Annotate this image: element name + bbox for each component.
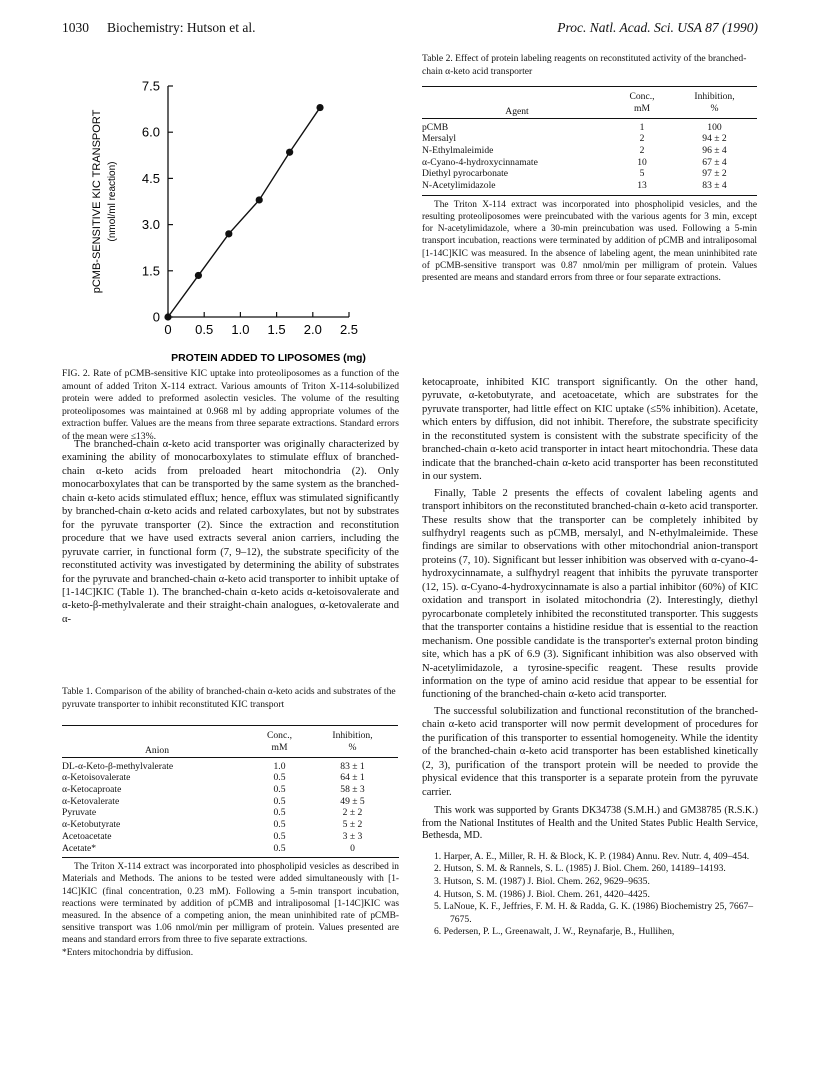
table2-cell-inhibition: 96 ± 4 [702,145,727,156]
y-tick-label: 1.5 [141,263,160,279]
table1-header-conc-unit: mM [271,741,288,753]
table2-grid [422,86,757,192]
table1-cell-name: α-Ketoisovalerate [62,772,131,784]
table2-cell-conc: 10 [637,156,647,168]
table1-row [62,772,398,784]
reference-item: 5. LaNoue, K. F., Jeffries, F. M. H. & Radda, G. K. (1986) Biochemistry 25, 7667–7675. [434,901,754,925]
table2-row [422,180,757,192]
table2-footnote: The Triton X-114 extract was incorporated into phospholipid vesicles, and the resulting proteoliposomes were preincubated with the various agents for 3 min, except for N-acetylimidazole, where a 30-min preincubation was used. Following a 5-min transport incubation, reactions were terminated by addition of pCMB and intraliposomal [1-14C]KIC was measured. In the absence of labeling agent, the mean uninhibited rate of pCMB-sensitive transport was 0.87 nmol/min per milligram of protein. Values presented are means and standard errors from three or four separate extractions. [422,199,757,284]
table2-cell-conc: 2 [639,145,645,156]
running-head-right: Proc. Natl. Acad. Sci. USA 87 (1990) [557,20,758,35]
y-axis-label: pCMB-SENSITIVE KIC TRANSPORT [91,109,103,294]
table1-cell-name: α-Ketocaproate [62,784,122,795]
table2-row [422,168,757,180]
table1-cell-name: Acetoacetate [62,830,112,842]
y-tick-label: 6.0 [141,124,160,140]
x-tick-label: 2.0 [303,322,322,337]
x-tick-label: 2.5 [339,322,359,337]
x-tick-label: 0 [164,322,172,337]
table1-cell-name: α-Ketobutyrate [62,819,121,831]
table2-row [422,118,757,133]
reference-item: 3. Hutson, S. M. (1987) J. Biol. Chem. 262, 9629–9635. [434,876,650,888]
table2-row [422,133,757,145]
table1-cell-inhibition: 2 ± 2 [342,807,363,819]
right-paragraph-2: Finally, Table 2 presents the effects of covalent labeling agents and transport inhibitors on the reconstituted branched-chain α-keto acid transporter. These results show that the transporter can be completely inhibited by sulfhydryl reagents such as pCMB, mersalyl, and N-ethylmaleimide. These findings are similar to observations with other mitochondrial anion-transport proteins (7, 10). Significant but lesser inhibition was observed with α-cyano-4-hydroxycinnamate, a sulfhydryl reagent that inhibits the pyruvate transporter (12, 15). α-Cyano-4-hydroxycinnamate is also a partial inhibitor (60%) of KIC oxidation and transport in isolated mitochondria (2). Interestingly, diethyl pyrocarbonate completely inhibited the reconstituted transporter. This suggests that the transporter contains a histidine residue that is essential to the reaction mechanism. One possible candidate is the transporter's external proton binding site, which has a pK of 6.9 (3). Significant inhibition was also observed with N-acetylimidazole, a tyrosine-specific reagent. These results provide information on the type of amino acid residue that appear to be essential for functioning of the branched-chain α-keto acid transporter. [422,487,758,701]
page-number: 1030 [62,20,89,35]
table1-cell-inhibition: 49 ± 5 [340,795,365,807]
table2-cell-name: α-Cyano-4-hydroxycinnamate [422,156,538,168]
table1-cell-conc: 0.5 [273,784,286,795]
x-axis-label: PROTEIN ADDED TO LIPOSOMES (mg) [171,352,366,364]
data-point [164,313,171,320]
table2-cell-name: N-Acetylimidazole [422,180,496,192]
table2-cell-inhibition: 97 ± 2 [702,168,727,180]
table1-cell-inhibition: 3 ± 3 [342,830,363,842]
table1-cell-conc: 0.5 [273,772,286,784]
table2-title: Table 2. Effect of protein labeling reagents on reconstituted activity of the branched-chain α-keto acid transporter [422,53,747,77]
left-paragraph: The branched-chain α-keto acid transporter was originally characterized by examining the ability of monocarboxylates to stimulate efflux of branched-chain α-keto acids from preloaded heart mitochondria (2). Only monocarboxylates that can be transported by the same system as the branched-chain α-keto acids stimulated efflux; hence, efflux was stimulated significantly by branched-chain α-keto acids and related carboxylates, but not by substrates for the pyruvate transporter (2). Since the extraction and reconstitution procedure that we have used extracts several anion carriers, including the pyruvate carrier, in functional form (7, 9–12), the substrate specificity of the reconstituted activity was investigated by determining the ability of substrates for the pyruvate and branched-chain α-keto acid transporter to inhibit uptake of [1-14C]KIC (Table 1). The branched-chain α-keto acids α-ketoisovalerate and α-keto-β-methylvalerate and their straight-chain analogues, α-ketovalerate and α- [62,439,399,625]
table1-cell-inhibition: 64 ± 1 [340,772,365,784]
table1-cell-inhibition: 0 [350,842,355,854]
table1-row [62,843,398,855]
table1-header-inhibition-unit: % [348,741,357,753]
y-tick-label: 0 [152,309,160,325]
table2-cell-inhibition: 100 [707,121,722,133]
table1-header-inhibition: Inhibition, [332,730,373,742]
table1-title: Table 1. Comparison of the ability of branched-chain α-keto acids and substrates of the pyruvate transporter to inhibit reconstituted KIC transport [62,686,396,710]
table1-cell-conc: 0.5 [273,807,286,819]
x-tick-label: 1.0 [231,322,250,337]
table1-cell-conc: 0.5 [273,795,286,807]
table2-cell-name: N-Ethylmaleimide [422,145,494,156]
table1-row [62,807,398,819]
table2-cell-inhibition: 94 ± 2 [702,133,727,145]
y-tick-label: 3.0 [141,217,160,233]
data-point [286,149,293,156]
table2-row [422,157,757,169]
series-line [168,108,320,317]
table2-cell-conc: 1 [639,121,645,133]
table1-cell-inhibition: 5 ± 2 [342,819,363,831]
table2-cell-name: Diethyl pyrocarbonate [422,168,509,180]
table1-grid [62,725,398,854]
right-column-body [422,376,758,939]
table1-cell-conc: 0.5 [273,830,286,842]
table1-cell-name: Acetate* [62,842,97,854]
fig2-caption: FIG. 2. Rate of pCMB-sensitive KIC uptake into proteoliposomes as a function of the amount of added Triton X-114 extract. Various amounts of Triton X-114-solubilized protein were added to preformed asolectin vesicles. The volume of the resulting proteoliposomes was maintained at 0.968 ml by adding appropriate volumes of the extraction buffer. Values are the means from three separate extractions. Standard errors of the mean were ≤13%. [62,368,399,442]
data-point [225,230,232,237]
table1-row [62,757,398,772]
table1-cell-name: DL-α-Keto-β-methylvalerate [62,760,174,772]
table1-row [62,784,398,796]
right-paragraph-1: ketocaproate, inhibited KIC transport significantly. On the other hand, pyruvate, α-ketobutyrate, and acetoacetate, which are substrates for the pyruvate transporter, had little effect on KIC uptake (≤5% inhibition). Acetate, which enters by diffusion, did not inhibit. Therefore, the substrate specificity in the reconstituted system is consistent with the substrate specificity of the branched-chain α-keto acid transporter in intact heart mitochondria. These data indicate that the branched-chain α-keto acid transporter has been reconstituted in our system. [422,377,758,483]
y-axis-label-units: (nmol/ml reaction) [107,161,118,242]
acknowledgment: This work was supported by Grants DK34738 (S.M.H.) and GM38785 (R.S.K.) from the National Institutes of Health and the United States Public Health Service, Bethesda, MD. [422,805,758,842]
table1-cell-conc: 0.5 [273,842,286,854]
table1-cell-inhibition: 58 ± 3 [340,784,365,795]
table2-cell-conc: 13 [637,180,647,192]
table1-header-conc: Conc., [266,730,293,742]
table1-row [62,831,398,843]
table2-cell-name: Mersalyl [422,133,457,145]
table1-star-note: *Enters mitochondria by diffusion. [62,947,194,958]
references [422,851,758,939]
table1-footnote: The Triton X-114 extract was incorporated into phospholipid vesicles as described in Materials and Methods. The anions to be tested were added simultaneously with [1-14C]KIC (final concentration, 0.23 mM). Following a 5-min transport incubation, reactions were terminated by addition of pCMB and intraliposomal [1-14C]KIC was measured. In the absence of a competing anion, the mean uninhibited rate of pCMB-sensitive transport was 1.06 nmol/min per milligram of protein. Values presented are means and standard errors from three to five separate extractions. [62,862,399,946]
table2-cell-name: pCMB [422,121,449,133]
data-point [195,272,202,279]
right-paragraph-3: The successful solubilization and functional reconstitution of the branched-chain α-keto acid transporter will now permit development of procedures for the purification of this transporter to essential homogeneity. While the identity of the branched-chain α-keto acid transporter has been established kinetically (2, 3), purification of the transport protein will be needed to provide the physical evidence that this transporter is a separate protein from the pyruvate carrier. [422,705,758,798]
reference-item: 1. Harper, A. E., Miller, R. H. & Block, K. P. (1984) Annu. Rev. Nutr. 4, 409–454. [434,850,750,862]
x-tick-label: 0.5 [195,322,214,337]
reference-item: 2. Hutson, S. M. & Rannels, S. L. (1985) J. Biol. Chem. 260, 14189–14193. [434,863,726,875]
table2-cell-conc: 2 [639,133,645,145]
table1 [62,686,399,959]
y-tick-label: 7.5 [141,78,160,94]
table1-cell-name: α-Ketovalerate [62,795,120,807]
table1-row [62,819,398,831]
table2-header-inhibition: Inhibition, [694,91,735,103]
y-tick-label: 4.5 [141,170,160,186]
table1-row [62,796,398,808]
table2-header-agent: Agent [505,105,529,117]
table2 [422,53,757,284]
data-point [316,104,323,111]
data-point [256,196,263,203]
table2-cell-inhibition: 67 ± 4 [702,156,727,168]
table2-row [422,145,757,157]
x-tick-label: 1.5 [267,322,286,337]
table1-cell-inhibition: 83 ± 1 [340,760,365,772]
table2-cell-inhibition: 83 ± 4 [702,180,727,192]
reference-item: 6. Pedersen, P. L., Greenawalt, J. W., Reynafarje, B., Hullihen, [434,926,675,938]
fig2-chart [60,70,400,370]
reference-item: 4. Hutson, S. M. (1986) J. Biol. Chem. 261, 4420–4425. [434,888,650,900]
table1-cell-name: Pyruvate [62,807,97,819]
table2-header-conc-unit: mM [634,102,650,114]
table1-header-anion: Anion [145,744,169,756]
running-head-left: Biochemistry: Hutson et al. [107,20,256,35]
table2-cell-conc: 5 [639,168,645,180]
table2-header-inhibition-unit: % [710,102,719,114]
table2-header-conc: Conc., [629,91,655,103]
table1-cell-conc: 1.0 [273,760,286,772]
table1-cell-conc: 0.5 [273,819,286,831]
